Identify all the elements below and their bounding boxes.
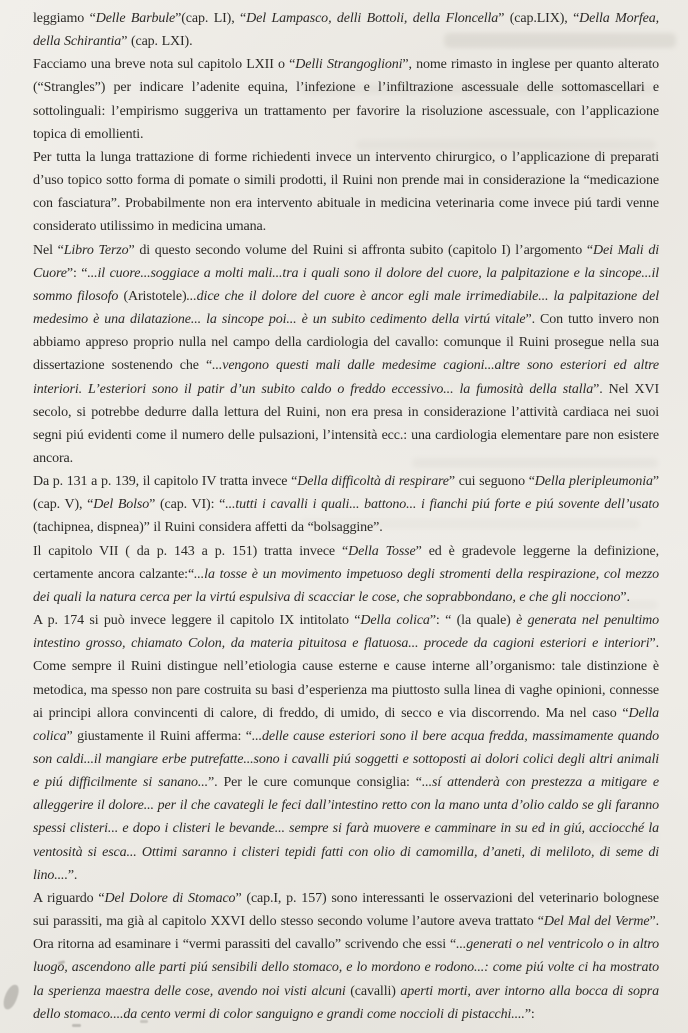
text-run-italic: Del Lampasco, delli Bottoli, della Floncella bbox=[246, 11, 499, 26]
text-run-italic: Della colica bbox=[360, 613, 430, 629]
text-run: Il capitolo VII ( da p. 143 a p. 151) tratta invece “ bbox=[33, 543, 349, 559]
text-run-italic: Del Dolore di Stomaco bbox=[104, 890, 236, 906]
text-run: Nel “ bbox=[33, 242, 64, 258]
paragraph-8 bbox=[33, 887, 659, 1026]
text-run-italic: è generata nel penultimo intestino grosso, chiamato Colon, da materia pituitosa e flatuosa... procede da cagioni esteriori e interiori bbox=[33, 613, 659, 652]
text-run-italic: Della colica bbox=[33, 705, 659, 744]
text-run: ” cui seguono “ bbox=[448, 474, 535, 490]
text-run-italic: ...la tosse è un movimento impetuoso degli stromenti della respirazione, col mezzo dei quali la natura cerca per la virtú espulsiva di scacciar le cose, che soprabbondano, e che gli nocciono bbox=[33, 566, 659, 605]
text-run: A riguardo “ bbox=[33, 890, 105, 906]
text-run-italic: Del Mal del Verme bbox=[543, 914, 650, 930]
text-run: ” (cap. LXI). bbox=[121, 34, 193, 50]
paragraph-2 bbox=[33, 53, 659, 146]
text-run: Facciamo una breve nota sul capitolo LXII o “ bbox=[33, 57, 296, 73]
text-run: ” ed è gradevole leggerne la definizione, certamente ancora calzante:“ bbox=[33, 543, 659, 582]
text-run-italic: Della pleripleumonia bbox=[534, 474, 653, 490]
text-run: ” giustamente il Ruini afferma: “ bbox=[66, 728, 252, 744]
paragraph-4 bbox=[33, 239, 659, 471]
text-run: ” (cap.LIX), “ bbox=[498, 11, 580, 26]
text-run-italic: Delle Barbule bbox=[95, 11, 176, 26]
text-run-italic: Delli Strangoglioni bbox=[295, 57, 403, 73]
text-run-italic: Della Tosse bbox=[348, 543, 416, 559]
paragraph-1 bbox=[33, 7, 659, 53]
text-run: ”. Come sempre il Ruini distingue nell’etiologia cause esterne e cause interne all’organismo: tale distinzione è metodica, ma spesso non pare costruita su basi d’esperienza ma piuttosto sulla linea di vaghe opinioni, connesse ai principi allora convincenti di calore, di freddo, di umido, di secco e via discorrendo. Ma nel caso “ bbox=[33, 636, 659, 721]
text-run: ”: “ (la quale) bbox=[429, 613, 517, 629]
text-run-italic: ...tutti i cavalli i quali... battono... i fianchi piú forte e piú sovente dell’usato bbox=[225, 497, 659, 513]
text-run: ”. Ora ritorna ad esaminare i “vermi parassiti del cavallo” scrivendo che essi “ bbox=[33, 914, 659, 953]
text-run: (Aristotele) bbox=[123, 288, 187, 304]
text-run: ”: bbox=[524, 1006, 535, 1022]
text-run: ” di questo secondo volume del Ruini si affronta subito (capitolo I) l’argomento “ bbox=[128, 242, 593, 258]
paragraph-3 bbox=[33, 146, 659, 239]
text-run-italic: Dei Mali di Cuore bbox=[33, 242, 659, 281]
text-run: ”, nome rimasto in inglese per quanto alterato (“Strangles”) per indicare l’adenite equina, l’infezione e l’infiltrazione ascessuale delle sottomascellari e sottolinguali: l’empirismo suggeriva un trattamento per favorire la risoluzione ascessuale, con l’applicazione topica di emollienti. bbox=[33, 57, 659, 142]
text-run: ” (cap.I, p. 157) sono interessanti le osservazioni del veterinario bolognese sui parassiti, ma già al capitolo XXVI dello stesso secondo volume l’autore aveva trattato “ bbox=[33, 890, 660, 930]
text-run: ” (cap. V), “ bbox=[33, 474, 659, 513]
paragraph-7 bbox=[33, 609, 659, 887]
text-run-italic: ...il cuore...soggiace a molti mali...tra i quali sono il dolore del cuore, la palpitazione e la sincope...il sommo filosofo bbox=[33, 265, 659, 304]
text-run: ”. bbox=[67, 867, 78, 883]
text-run-italic: Libro Terzo bbox=[63, 242, 129, 258]
text-run: leggiamo “ bbox=[33, 11, 96, 26]
text-run: ”. Con tutto invero non abbiamo appreso proprio nulla nel campo della cardiologia del cavallo: comunque il Ruini prosegue nella sua dissertazione sostenendo che “ bbox=[33, 312, 659, 374]
text-run-italic: ...generati o nel ventricolo o in altro luogo, ascendono alle parti piú sensibili dello stomaco, e lo mordono e rodono...: come piú volte ci ha mostrato la sperienza maestra delle cose, avendo noi visti alcuni bbox=[33, 937, 659, 999]
text-run-italic: ...sí attenderà con prestezza a mitigare e alleggerire il dolore... per il che cavategli le feci dall’intestino retto con la mano unta d’olio caldo se gli faranno spessi clisteri... e dopo i clisteri le bevande... sempre si farà muovere e camminare in su ed in giú, acciocché la ventosità si esca... Ottimi saranno i clisteri tepidi fatti con olio di camomilla, d’aneti, di meliloto, di seme di lino.... bbox=[33, 775, 659, 883]
text-run: ”. Nel XVI secolo, si potrebbe dedurre dalla lettura del Ruini, non era presa in considerazione l’attività cardiaca nei suoi segni piú evidenti come il numero delle pulsazioni, l’intensità ecc.: una cardiologia elementare pare non esistere ancora. bbox=[33, 381, 660, 466]
text-run-italic: Della Morfea, della Schirantia bbox=[33, 11, 660, 50]
text-run: Da p. 131 a p. 139, il capitolo IV tratta invece “ bbox=[33, 474, 298, 490]
text-run: ”: “ bbox=[66, 265, 88, 281]
text-run-italic: aperti morti, aver intorno alla bocca di sopra dello stomaco....da cento vermi di color sanguigno e grandi come noccioli di pistacchi.... bbox=[33, 983, 659, 1022]
page-text bbox=[33, 7, 659, 1026]
text-run-italic: ...delle cause esteriori sono il bere acqua fredda, massimamente quando son caldi...il mangiare erbe putrefatte...sono i cavalli piú soggetti e sottoposti ai dolori colici degli altri animali e piú difficilmente si sanano... bbox=[33, 728, 659, 791]
text-run: A p. 174 si può invece leggere il capitolo IX intitolato “ bbox=[33, 613, 361, 629]
text-run: Per tutta la lunga trattazione di forme richiedenti invece un intervento chirurgico, o l’applicazione di preparati d’uso topico sotto forma di pomate o simili prodotti, il Ruini non prende mai in considerazione la “medicazione con fasciatura”. Probabilmente non era intervento abituale in medicina veterinaria come invece piú tardi venne considerato utilissimo in medicina umana. bbox=[33, 149, 659, 235]
text-run: ”(cap. LI), “ bbox=[175, 11, 247, 26]
text-run: ” (cap. VI): “ bbox=[149, 497, 226, 513]
text-run-italic: ...vengono questi mali dalle medesime cagioni...altre sono esteriori ed altre interiori. L’esteriori sono il patir d’un subito caldo o freddo eccessivo... la fumosità della stalla bbox=[33, 358, 659, 397]
text-run-italic: ...dice che il dolore del cuore è ancor egli male irrimediabile... la palpitazione del medesimo è una dilatazione... la sincope poi... è un subito cedimento della virtú vitale bbox=[33, 288, 659, 328]
text-run-italic: Del Bolso bbox=[93, 497, 150, 513]
paragraph-5 bbox=[33, 470, 659, 539]
text-run-italic: Della difficoltà di respirare bbox=[297, 474, 449, 490]
text-run: (cavalli) bbox=[350, 983, 396, 999]
text-run: ”. bbox=[620, 589, 630, 605]
scan-smudge bbox=[1, 983, 20, 1011]
text-run: ”. Per le cure comunque consiglia: “ bbox=[208, 775, 422, 791]
text-run: (tachipnea, dispnea)” il Ruini considera affetti da “bolsaggine”. bbox=[33, 520, 383, 536]
paragraph-6 bbox=[33, 540, 659, 609]
